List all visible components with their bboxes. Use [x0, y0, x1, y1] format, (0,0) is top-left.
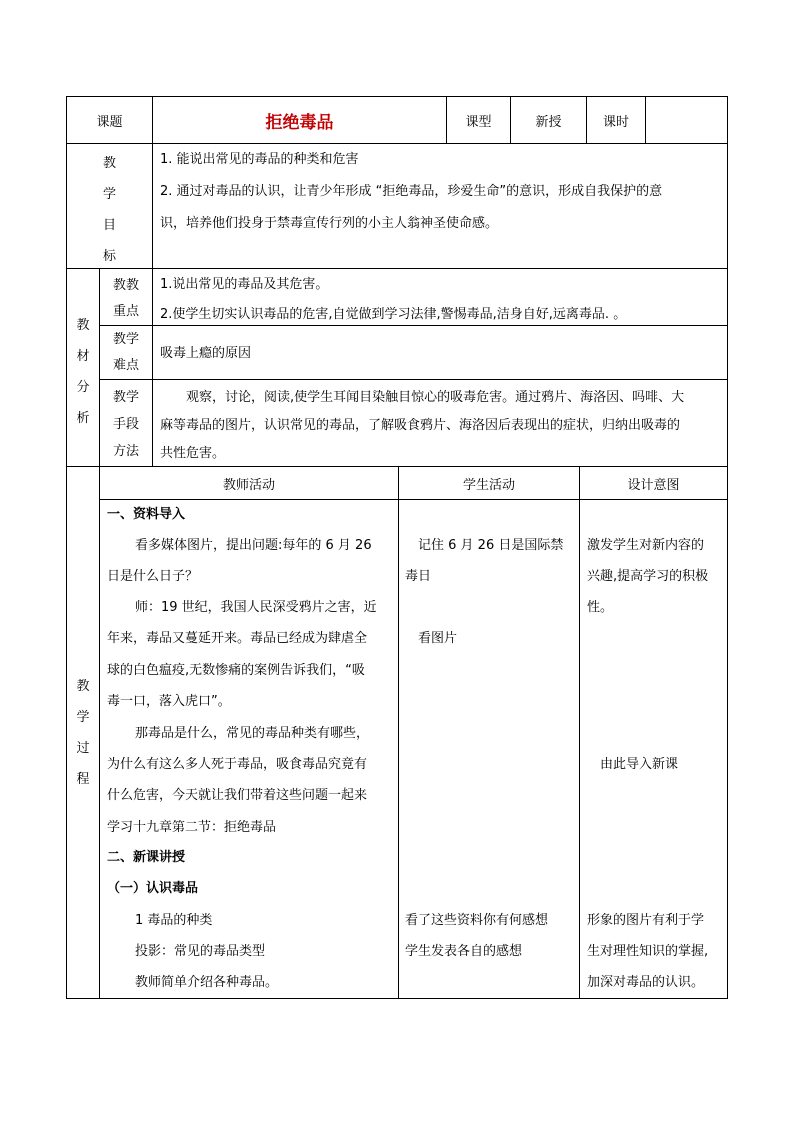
student-line: 毒日: [405, 569, 432, 584]
column-header-design: 设计意图: [627, 477, 680, 493]
key-point-line: 1.说出常见的毒品及其危害。: [160, 277, 329, 292]
row-divider: [99, 325, 728, 326]
objective-line: 1. 能说出常见的毒品的种类和危害: [160, 152, 359, 167]
type-value: 新授: [535, 114, 562, 130]
design-line: 形象的图片有利于学: [587, 913, 705, 928]
student-line: 看了这些资料你有何感想: [405, 913, 549, 928]
design-line: 由此导入新课: [600, 757, 679, 772]
teacher-line: 1 毒品的种类: [135, 913, 213, 928]
type-label: 课型: [465, 114, 492, 130]
teacher-line: 日是什么日子？: [107, 569, 199, 584]
design-line: 兴趣,提高学习的积极: [587, 569, 709, 584]
difficulty-label: 教学 难点: [112, 332, 139, 373]
teacher-line: 年来，毒品又蔓延开来。毒品已经成为肆虐全: [107, 631, 368, 646]
student-line: 学生发表各自的感想: [405, 944, 523, 959]
row-divider: [99, 379, 728, 380]
col-divider: [579, 466, 580, 998]
table-border-right: [727, 96, 728, 998]
column-header-teacher: 教师活动: [222, 477, 275, 493]
lesson-title: 拒绝毒品: [265, 112, 334, 133]
process-label: 教 学 过 程: [76, 679, 90, 787]
student-line: 看图片: [418, 631, 458, 646]
student-line: 记住 6 月 26 日是国际禁: [418, 538, 564, 553]
design-line: 生对理性知识的掌握,: [587, 944, 709, 959]
method-line: 麻等毒品的图片，认识常见的毒品，了解吸食鸦片、海洛因后表现出的症状，归纳出吸毒的: [160, 418, 681, 433]
design-line: 加深对毒品的认识。: [587, 975, 705, 990]
teacher-line: 那毒品是什么，常见的毒品种类有哪些，: [135, 726, 370, 741]
col-divider: [152, 268, 153, 466]
teacher-line: 球的白色瘟疫,无数惨痛的案例告诉我们，“吸: [107, 663, 365, 678]
difficulty-text: 吸毒上瘾的原因: [160, 346, 252, 361]
teacher-line: 看多媒体图片，提出问题:每年的 6 月 26: [135, 538, 372, 553]
design-line: 激发学生对新内容的: [587, 538, 705, 553]
teacher-line: 师：19 世纪，我国人民深受鸦片之害，近: [135, 600, 377, 615]
col-divider: [398, 466, 399, 998]
section-heading: 一、资料导入: [107, 507, 186, 522]
key-points-label: 教教 重点: [112, 278, 139, 319]
section-heading: 二、新课讲授: [107, 850, 186, 865]
objective-line: 识，培养他们投身于禁毒宣传行列的小主人翁神圣使命感。: [160, 216, 499, 231]
analysis-label: 教 材 分 析: [76, 318, 90, 426]
teacher-line: 为什么有这么多人死于毒品，吸食毒品究竟有: [107, 757, 368, 772]
period-value: [646, 97, 727, 143]
method-line: 观察，讨论，阅读,使学生耳闻目染触目惊心的吸毒危害。通过鸦片、海洛因、吗啡、大: [186, 390, 685, 405]
row-divider: [99, 499, 728, 500]
row-divider: [66, 143, 728, 144]
section-heading: （一）认识毒品: [107, 881, 199, 896]
objectives-label: 教 学 目 标: [102, 156, 116, 264]
teacher-line: 学习十九章第二节：拒绝毒品: [107, 820, 277, 835]
topic-label: 课题: [96, 114, 123, 130]
period-label: 课时: [602, 114, 629, 130]
teacher-line: 什么危害，今天就让我们带着这些问题一起来: [107, 788, 368, 803]
column-header-student: 学生活动: [462, 477, 515, 493]
key-point-line: 2.使学生切实认识毒品的危害,自觉做到学习法律,警惕毒品,洁身自好,远离毒品. 。: [160, 307, 627, 322]
method-line: 共性危害。: [160, 446, 226, 461]
design-line: 性。: [587, 600, 614, 615]
teacher-line: 投影：常见的毒品类型: [135, 944, 266, 959]
row-divider: [66, 268, 728, 269]
table-border-bottom: [66, 998, 728, 999]
teacher-line: 教师简单介绍各种毒品。: [135, 975, 279, 990]
objective-line: 2. 通过对毒品的认识，让青少年形成 “拒绝毒品，珍爱生命”的意识，形成自我保护的意: [160, 184, 663, 199]
method-label: 教学 手段 方法: [112, 390, 139, 459]
teacher-line: 毒一口，落入虎口”。: [107, 694, 231, 709]
